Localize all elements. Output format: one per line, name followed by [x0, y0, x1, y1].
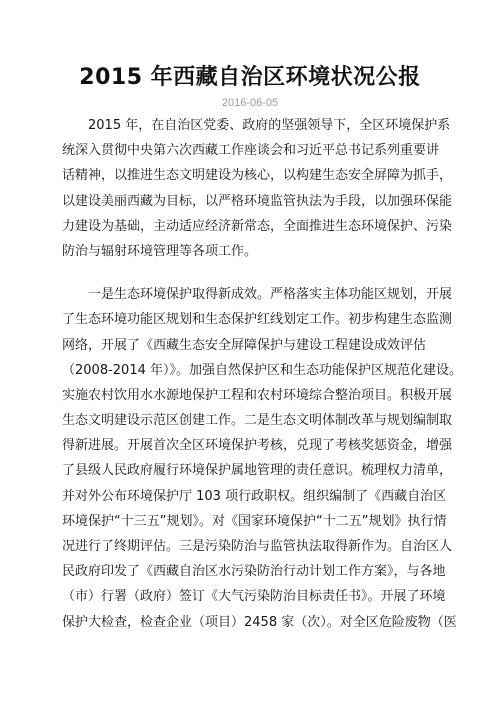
text-line: 生态文明建设示范区创建工作。二是生态文明体制改革与规划编制取 — [62, 413, 453, 429]
text-line: 况进行了终期评估。三是污染防治与监管执法取得新作为。自治区人 — [62, 539, 453, 554]
paragraph — [62, 282, 462, 635]
text-line: 统深入贯彻中央第六次西藏工作座谈会和习近平总书记系列重要讲 — [62, 143, 440, 159]
text-line: 力建设为基础，主动适应经济新常态，全面推进生态环境保护、污染 — [62, 218, 453, 234]
article-body — [62, 113, 462, 635]
text-line: 话精神，以推进生态文明建设为核心，以构建生态安全屏障为抓手， — [62, 168, 453, 184]
text-line: 并对外公布环境保护厅 103 项行政职权。组织编制了《西藏自治区 — [62, 488, 447, 504]
text-line: 保护大检查，检查企业（项目）2458 家（次）。对全区危险废物（医 — [62, 614, 457, 630]
text-line: 民政府印发了《西藏自治区水污染防治行动计划工作方案》，与各地 — [62, 564, 446, 580]
text-line: 了县级人民政府履行环境保护属地管理的责任意识。梳理权力清单， — [62, 463, 453, 479]
document-title: 2015 年西藏自治区环境状况公报 — [79, 65, 421, 90]
text-line: 2015 年，在自治区党委、政府的坚强领导下，全区环境保护系 — [88, 118, 451, 133]
text-line: 防治与辐射环境管理等各项工作。 — [62, 243, 258, 259]
text-line: 一是生态环境保护取得新成效。严格落实主体功能区规划，开展 — [88, 287, 453, 303]
text-line: 环境保护“十三五”规划》。对《国家环境保护“十二五”规划》执行情 — [62, 513, 447, 529]
publish-date: 2016-06-05 — [221, 97, 279, 109]
text-line: （2008-2014 年）》。加强自然保护区和生态功能保护区规范化建设。 — [62, 362, 462, 378]
paragraph — [62, 113, 453, 264]
text-line: 网络，开展了《西藏生态安全屏障保护与建设工程建设成效评估 — [62, 337, 427, 353]
text-line: 得新进展。开展首次全区环境保护考核，兑现了考核奖惩资金，增强 — [62, 438, 453, 454]
text-line: 以建设美丽西藏为目标，以严格环境监管执法为手段，以加强环保能 — [62, 193, 453, 209]
text-line: 实施农村饮用水水源地保护工程和农村环境综合整治项目。积极开展 — [62, 387, 453, 403]
text-line: 了生态环境功能区规划和生态保护红线划定工作。初步构建生态监测 — [62, 312, 453, 328]
text-line: （市）行署（政府）签订《大气污染防治目标责任书》。开展了环境 — [62, 589, 446, 605]
paragraph-gap — [62, 264, 438, 282]
